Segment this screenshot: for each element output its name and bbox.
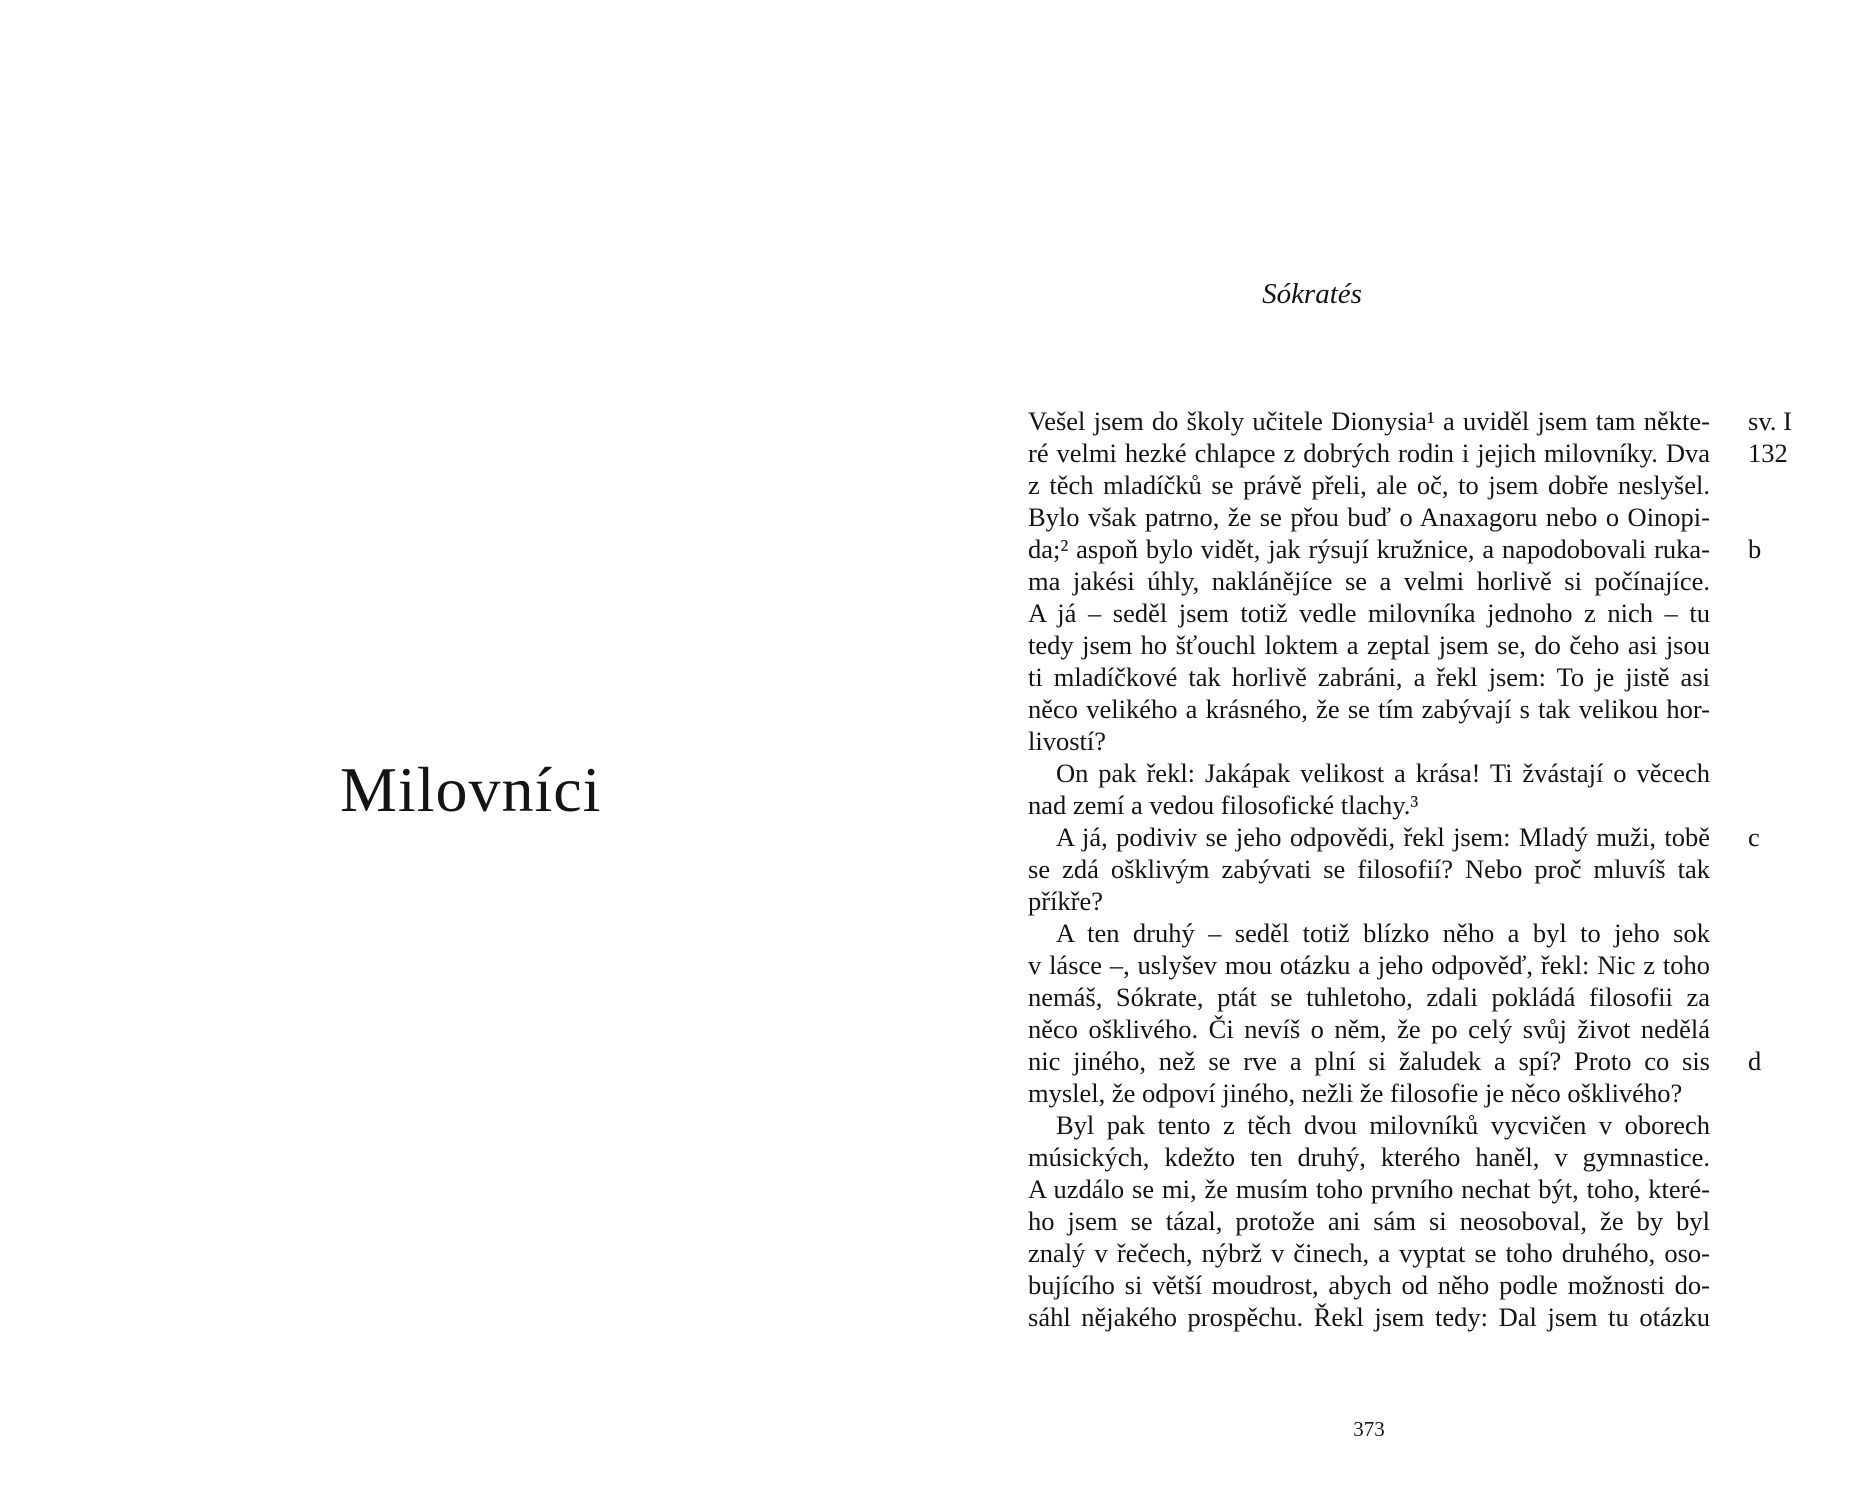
- line-text: znalý v řečech, nýbrž v činech, a vyptat se toho druhého, oso-: [1028, 1238, 1710, 1268]
- line-text: ho jsem se tázal, protože ani sám si neosoboval, že by byl: [1028, 1206, 1710, 1236]
- line-text: nemáš, Sókrate, ptát se tuhletoho, zdali pokládá filosofii za: [1028, 982, 1710, 1012]
- text-line: [1028, 565, 1710, 597]
- speaker-heading: Sókratés: [1262, 278, 1362, 310]
- text-line: [1028, 1301, 1710, 1333]
- line-text: Bylo však patrno, že se přou buď o Anaxagoru nebo o Oinopi-: [1028, 502, 1710, 532]
- line-text: ti mladíčkové tak horlivě zabráni, a řekl jsem: To je jistě asi: [1028, 662, 1710, 692]
- line-text: nic jiného, než se rve a plní si žaludek a spí? Proto co sis: [1028, 1046, 1710, 1076]
- text-line: [1028, 1013, 1710, 1045]
- line-text: sáhl nějakého prospěchu. Řekl jsem tedy: Dal jsem tu otázku: [1028, 1302, 1710, 1332]
- text-line: [1028, 469, 1710, 501]
- text-line: [1028, 757, 1710, 789]
- line-text: něco velikého a krásného, že se tím zabývají s tak velikou hor-: [1028, 694, 1710, 724]
- text-line: [1028, 533, 1762, 565]
- text-line: [1028, 405, 1792, 437]
- text-line: [1028, 917, 1710, 949]
- line-text: v lásce –, uslyšev mou otázku a jeho odpověď, řekl: Nic z toho: [1028, 950, 1710, 980]
- text-line: [1028, 853, 1710, 885]
- line-text: Vešel jsem do školy učitele Dionysia¹ a uviděl jsem tam někte-: [1028, 406, 1710, 436]
- text-line: [1028, 1077, 1710, 1109]
- text-line: [1028, 437, 1788, 469]
- line-text: se zdá ošklivým zabývati se filosofií? Nebo proč mluvíš tak: [1028, 854, 1710, 884]
- text-line: [1028, 629, 1710, 661]
- line-text: A já, podiviv se jeho odpovědi, řekl jsem: Mladý muži, tobě: [1056, 822, 1710, 852]
- text-line: [1028, 789, 1710, 821]
- line-text: tedy jsem ho šťouchl loktem a zeptal jsem se, do čeho asi jsou: [1028, 630, 1710, 660]
- text-line: [1028, 661, 1710, 693]
- line-text: livostí?: [1028, 726, 1107, 756]
- stephanus-marker: d: [1748, 1046, 1762, 1076]
- line-text: da;² aspoň bylo vidět, jak rýsují kružnice, a napodobovali ruka-: [1028, 534, 1710, 564]
- body-text: [1028, 405, 1792, 1333]
- text-line: [1028, 821, 1760, 853]
- line-text: A já – seděl jsem totiž vedle milovníka jednoho z nich – tu: [1028, 598, 1710, 628]
- text-line: [1028, 981, 1710, 1013]
- text-line: [1028, 1173, 1710, 1205]
- line-text: Byl pak tento z těch dvou milovníků vycvičen v oborech: [1056, 1110, 1710, 1140]
- text-line: [1028, 501, 1710, 533]
- line-text: příkře?: [1028, 886, 1104, 916]
- text-line: [1028, 1269, 1710, 1301]
- dialogue-title: Milovníci: [340, 754, 602, 825]
- line-text: z těch mladíčků se právě přeli, ale oč, to jsem dobře neslyšel.: [1028, 470, 1710, 500]
- line-text: On pak řekl: Jakápak velikost a krása! Ti žvástají o věcech: [1056, 758, 1710, 788]
- line-text: A ten druhý – seděl totiž blízko něho a byl to jeho sok: [1056, 918, 1710, 948]
- text-line: [1028, 1237, 1710, 1269]
- line-text: bujícího si větší moudrost, abych od něho podle možnosti do-: [1028, 1270, 1710, 1300]
- text-line: [1028, 725, 1710, 757]
- text-line: [1028, 1141, 1710, 1173]
- line-text: ré velmi hezké chlapce z dobrých rodin i jejich milovníky. Dva: [1028, 438, 1710, 468]
- line-text: myslel, že odpoví jiného, nežli že filosofie je něco ošklivého?: [1028, 1078, 1683, 1108]
- stephanus-marker: b: [1748, 534, 1762, 564]
- text-line: [1028, 693, 1710, 725]
- line-text: něco ošklivého. Či nevíš o něm, že po celý svůj život nedělá: [1028, 1014, 1710, 1044]
- line-text: ma jakési úhly, naklánějíce se a velmi horlivě si počínajíce.: [1028, 566, 1710, 596]
- line-text: músických, kdežto ten druhý, kterého haněl, v gymnastice.: [1028, 1142, 1710, 1172]
- line-text: A uzdálo se mi, že musím toho prvního nechat být, toho, které-: [1028, 1174, 1710, 1204]
- text-line: [1028, 1045, 1762, 1077]
- stephanus-marker: 132: [1748, 438, 1788, 468]
- text-line: [1028, 885, 1710, 917]
- page-number: 373: [1353, 1417, 1385, 1441]
- line-text: nad zemí a vedou filosofické tlachy.³: [1028, 790, 1419, 820]
- text-line: [1028, 949, 1710, 981]
- stephanus-marker: sv. I: [1748, 406, 1792, 436]
- stephanus-marker: c: [1748, 822, 1760, 852]
- text-line: [1028, 1109, 1710, 1141]
- text-line: [1028, 1205, 1710, 1237]
- text-line: [1028, 597, 1710, 629]
